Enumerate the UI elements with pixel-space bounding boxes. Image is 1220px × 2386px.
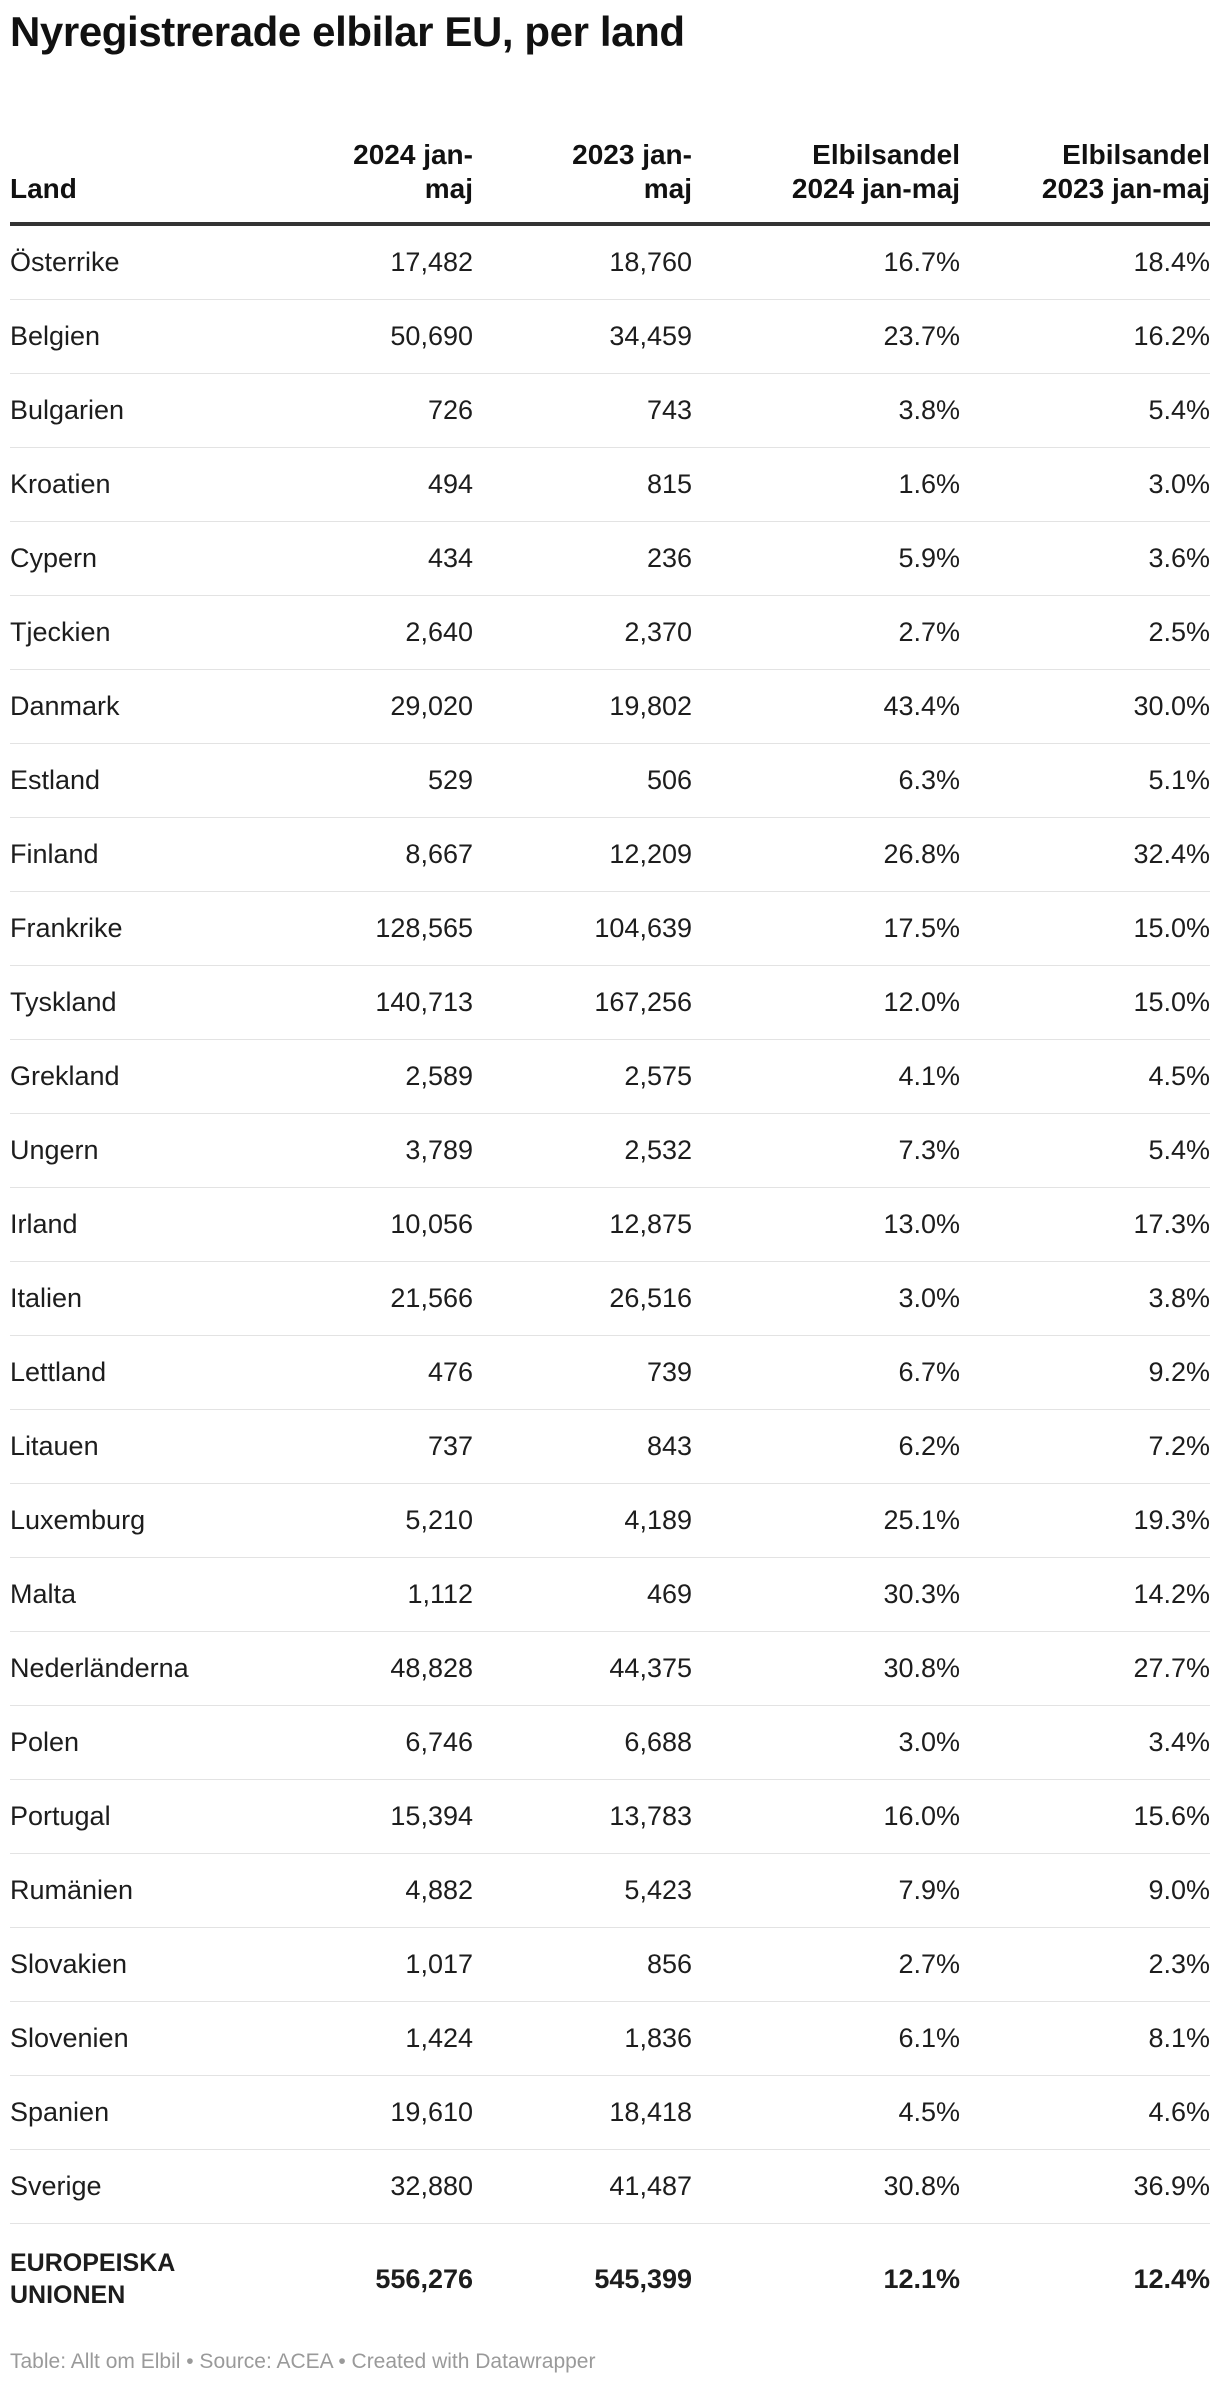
cell-reg-2023: 167,256 <box>473 966 692 1040</box>
table-row <box>10 1188 1210 1262</box>
cell-reg-2024: 6,746 <box>250 1706 473 1780</box>
total-row <box>10 2224 1210 2335</box>
table-row <box>10 1928 1210 2002</box>
cell-reg-2024: 434 <box>250 522 473 596</box>
cell-land: Frankrike <box>10 892 250 966</box>
cell-reg-2024: 726 <box>250 374 473 448</box>
cell-reg-2024: 1,424 <box>250 2002 473 2076</box>
cell-share-2024: 23.7% <box>692 300 960 374</box>
total-cell-reg-2023: 545,399 <box>594 2264 692 2294</box>
cell-land: Rumänien <box>10 1854 250 1928</box>
cell-land: Grekland <box>10 1040 250 1114</box>
table-row <box>10 1262 1210 1336</box>
cell-share-2023: 3.0% <box>960 448 1210 522</box>
cell-land: Portugal <box>10 1780 250 1854</box>
cell-land: Polen <box>10 1706 250 1780</box>
cell-share-2023: 2.5% <box>960 596 1210 670</box>
cell-share-2024: 30.3% <box>692 1558 960 1632</box>
column-header-share-2024[interactable] <box>692 112 960 224</box>
table-row <box>10 2150 1210 2224</box>
cell-reg-2023: 41,487 <box>473 2150 692 2224</box>
cell-land: Malta <box>10 1558 250 1632</box>
cell-share-2024: 4.5% <box>692 2076 960 2150</box>
cell-share-2024: 4.1% <box>692 1040 960 1114</box>
cell-land: Sverige <box>10 2150 250 2224</box>
cell-reg-2023: 12,209 <box>473 818 692 892</box>
cell-share-2023: 19.3% <box>960 1484 1210 1558</box>
cell-share-2023: 17.3% <box>960 1188 1210 1262</box>
table-row <box>10 1040 1210 1114</box>
cell-reg-2023: 104,639 <box>473 892 692 966</box>
cell-land: Tyskland <box>10 966 250 1040</box>
cell-reg-2023: 739 <box>473 1336 692 1410</box>
cell-reg-2024: 10,056 <box>250 1188 473 1262</box>
cell-share-2023: 3.4% <box>960 1706 1210 1780</box>
table-row <box>10 1484 1210 1558</box>
cell-share-2024: 3.0% <box>692 1262 960 1336</box>
cell-share-2024: 17.5% <box>692 892 960 966</box>
cell-reg-2024: 1,017 <box>250 1928 473 2002</box>
table-row <box>10 892 1210 966</box>
cell-share-2023: 15.0% <box>960 966 1210 1040</box>
cell-share-2024: 2.7% <box>692 596 960 670</box>
cell-reg-2024: 529 <box>250 744 473 818</box>
cell-reg-2024: 21,566 <box>250 1262 473 1336</box>
cell-share-2023: 5.4% <box>960 374 1210 448</box>
table-row <box>10 670 1210 744</box>
cell-share-2023: 30.0% <box>960 670 1210 744</box>
column-header-land[interactable]: Land <box>10 112 250 224</box>
cell-reg-2023: 2,575 <box>473 1040 692 1114</box>
cell-reg-2023: 236 <box>473 522 692 596</box>
cell-reg-2024: 2,589 <box>250 1040 473 1114</box>
column-header-2024-text: 2024 jan-maj <box>353 139 473 204</box>
cell-land: Irland <box>10 1188 250 1262</box>
table-body <box>10 224 1210 2334</box>
table-row <box>10 2076 1210 2150</box>
cell-share-2024: 6.1% <box>692 2002 960 2076</box>
cell-land: Ungern <box>10 1114 250 1188</box>
column-header-share-2023[interactable] <box>960 112 1210 224</box>
cell-share-2023: 15.0% <box>960 892 1210 966</box>
cell-reg-2023: 26,516 <box>473 1262 692 1336</box>
cell-share-2023: 7.2% <box>960 1410 1210 1484</box>
cell-reg-2024: 32,880 <box>250 2150 473 2224</box>
cell-share-2024: 7.9% <box>692 1854 960 1928</box>
cell-share-2023: 2.3% <box>960 1928 1210 2002</box>
table-row <box>10 596 1210 670</box>
cell-reg-2023: 469 <box>473 1558 692 1632</box>
cell-land: Litauen <box>10 1410 250 1484</box>
table-row <box>10 1854 1210 1928</box>
cell-reg-2023: 506 <box>473 744 692 818</box>
cell-reg-2024: 128,565 <box>250 892 473 966</box>
cell-share-2023: 9.0% <box>960 1854 1210 1928</box>
cell-share-2024: 30.8% <box>692 2150 960 2224</box>
cell-reg-2024: 17,482 <box>250 224 473 300</box>
cell-land: Österrike <box>10 224 250 300</box>
cell-reg-2024: 15,394 <box>250 1780 473 1854</box>
total-cell-share-2023: 12.4% <box>1133 2264 1210 2294</box>
cell-reg-2023: 843 <box>473 1410 692 1484</box>
cell-reg-2024: 737 <box>250 1410 473 1484</box>
cell-share-2024: 30.8% <box>692 1632 960 1706</box>
table-row <box>10 374 1210 448</box>
table-row <box>10 1780 1210 1854</box>
cell-reg-2023: 19,802 <box>473 670 692 744</box>
cell-reg-2024: 5,210 <box>250 1484 473 1558</box>
cell-share-2023: 4.5% <box>960 1040 1210 1114</box>
cell-share-2024: 6.2% <box>692 1410 960 1484</box>
cell-share-2023: 15.6% <box>960 1780 1210 1854</box>
cell-reg-2024: 29,020 <box>250 670 473 744</box>
cell-share-2023: 18.4% <box>960 224 1210 300</box>
cell-share-2023: 4.6% <box>960 2076 1210 2150</box>
cell-share-2023: 3.8% <box>960 1262 1210 1336</box>
column-header-share-2023-text: Elbilsandel 2023 jan-maj <box>1041 139 1210 204</box>
cell-reg-2023: 18,760 <box>473 224 692 300</box>
cell-reg-2023: 815 <box>473 448 692 522</box>
table-row <box>10 1114 1210 1188</box>
cell-share-2024: 13.0% <box>692 1188 960 1262</box>
cell-reg-2023: 5,423 <box>473 1854 692 1928</box>
cell-share-2023: 8.1% <box>960 2002 1210 2076</box>
cell-land: Danmark <box>10 670 250 744</box>
cell-share-2023: 36.9% <box>960 2150 1210 2224</box>
cell-share-2024: 7.3% <box>692 1114 960 1188</box>
table-row <box>10 2002 1210 2076</box>
cell-share-2023: 32.4% <box>960 818 1210 892</box>
cell-share-2024: 3.0% <box>692 1706 960 1780</box>
cell-share-2023: 14.2% <box>960 1558 1210 1632</box>
cell-share-2023: 9.2% <box>960 1336 1210 1410</box>
table-row <box>10 1558 1210 1632</box>
cell-share-2023: 5.4% <box>960 1114 1210 1188</box>
cell-reg-2024: 1,112 <box>250 1558 473 1632</box>
cell-reg-2023: 743 <box>473 374 692 448</box>
cell-land: Slovakien <box>10 1928 250 2002</box>
cell-reg-2024: 48,828 <box>250 1632 473 1706</box>
cell-share-2024: 5.9% <box>692 522 960 596</box>
table-header <box>10 112 1210 224</box>
cell-share-2023: 16.2% <box>960 300 1210 374</box>
cell-reg-2024: 4,882 <box>250 1854 473 1928</box>
cell-share-2023: 3.6% <box>960 522 1210 596</box>
table-row <box>10 448 1210 522</box>
column-header-share-2024-text: Elbilsandel 2024 jan-maj <box>791 139 960 204</box>
cell-share-2024: 16.0% <box>692 1780 960 1854</box>
cell-land: Estland <box>10 744 250 818</box>
cell-reg-2024: 8,667 <box>250 818 473 892</box>
cell-reg-2023: 6,688 <box>473 1706 692 1780</box>
cell-reg-2023: 34,459 <box>473 300 692 374</box>
cell-reg-2023: 4,189 <box>473 1484 692 1558</box>
cell-share-2024: 6.3% <box>692 744 960 818</box>
cell-share-2024: 1.6% <box>692 448 960 522</box>
cell-reg-2023: 44,375 <box>473 1632 692 1706</box>
table-row <box>10 818 1210 892</box>
table-row <box>10 300 1210 374</box>
cell-reg-2024: 140,713 <box>250 966 473 1040</box>
total-cell-share-2024: 12.1% <box>883 2264 960 2294</box>
cell-land: Luxemburg <box>10 1484 250 1558</box>
cell-reg-2024: 19,610 <box>250 2076 473 2150</box>
cell-share-2024: 43.4% <box>692 670 960 744</box>
table-row <box>10 1632 1210 1706</box>
cell-land: Lettland <box>10 1336 250 1410</box>
cell-reg-2023: 2,370 <box>473 596 692 670</box>
table-row <box>10 1706 1210 1780</box>
cell-share-2024: 25.1% <box>692 1484 960 1558</box>
table-row <box>10 1336 1210 1410</box>
cell-land: Tjeckien <box>10 596 250 670</box>
column-header-2023[interactable] <box>473 112 692 224</box>
cell-reg-2024: 3,789 <box>250 1114 473 1188</box>
cell-share-2024: 2.7% <box>692 1928 960 2002</box>
cell-reg-2024: 50,690 <box>250 300 473 374</box>
header-row <box>10 112 1210 224</box>
cell-share-2023: 5.1% <box>960 744 1210 818</box>
cell-land: Nederländerna <box>10 1632 250 1706</box>
table-row <box>10 522 1210 596</box>
cell-reg-2024: 2,640 <box>250 596 473 670</box>
cell-share-2024: 6.7% <box>692 1336 960 1410</box>
chart-title: Nyregistrerade elbilar EU, per land <box>10 8 685 55</box>
cell-reg-2023: 1,836 <box>473 2002 692 2076</box>
table-row <box>10 1410 1210 1484</box>
cell-land: Finland <box>10 818 250 892</box>
cell-share-2024: 12.0% <box>692 966 960 1040</box>
cell-share-2024: 3.8% <box>692 374 960 448</box>
cell-land: Bulgarien <box>10 374 250 448</box>
cell-land: Cypern <box>10 522 250 596</box>
total-cell-land: EUROPEISKA UNIONEN <box>10 2249 175 2309</box>
cell-land: Italien <box>10 1262 250 1336</box>
cell-reg-2023: 13,783 <box>473 1780 692 1854</box>
cell-share-2023: 27.7% <box>960 1632 1210 1706</box>
cell-reg-2023: 856 <box>473 1928 692 2002</box>
footer-credit: Table: Allt om Elbil • Source: ACEA • Created with Datawrapper <box>10 2350 596 2373</box>
table-row <box>10 966 1210 1040</box>
cell-share-2024: 16.7% <box>692 224 960 300</box>
cell-land: Kroatien <box>10 448 250 522</box>
cell-reg-2023: 18,418 <box>473 2076 692 2150</box>
cell-land: Slovenien <box>10 2002 250 2076</box>
cell-reg-2023: 12,875 <box>473 1188 692 1262</box>
cell-land: Spanien <box>10 2076 250 2150</box>
table-row <box>10 224 1210 300</box>
total-cell-reg-2024: 556,276 <box>375 2264 473 2294</box>
column-header-2023-text: 2023 jan-maj <box>572 139 692 204</box>
cell-reg-2024: 494 <box>250 448 473 522</box>
data-table <box>10 112 1210 2334</box>
cell-reg-2024: 476 <box>250 1336 473 1410</box>
column-header-2024[interactable] <box>250 112 473 224</box>
table-row <box>10 744 1210 818</box>
cell-share-2024: 26.8% <box>692 818 960 892</box>
cell-land: Belgien <box>10 300 250 374</box>
cell-reg-2023: 2,532 <box>473 1114 692 1188</box>
